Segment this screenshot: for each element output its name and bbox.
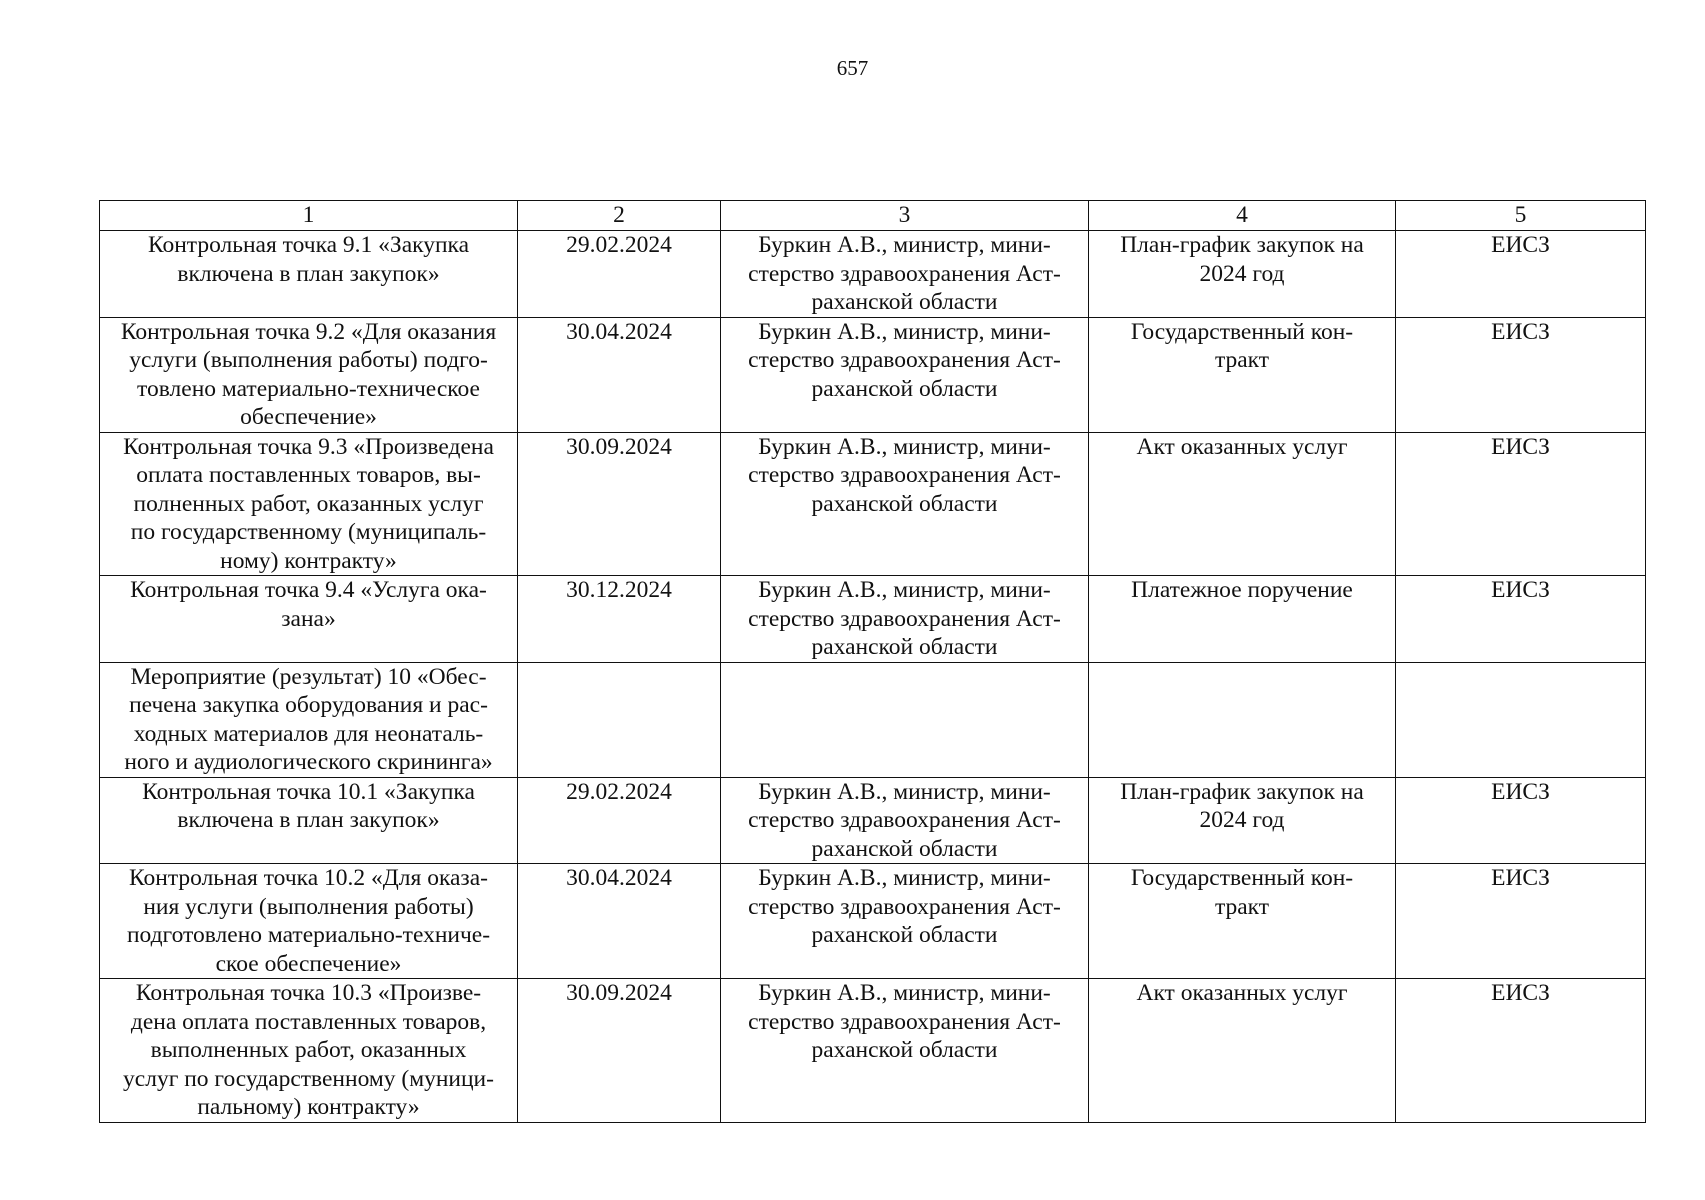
event-name: Мероприятие (результат) 10 «Обес- печена закупка оборудования и рас- ходных материалов для неонаталь- ного и аудиологического скрининга»: [100, 662, 518, 777]
document-type: Государственный кон- тракт: [1089, 864, 1396, 979]
document-type: [1089, 662, 1396, 777]
header-col-4: 4: [1089, 201, 1396, 231]
responsible-person: Буркин А.В., министр, мини- стерство здравоохранения Аст- раханской области: [721, 231, 1089, 318]
page-number: 657: [836, 56, 869, 80]
due-date: 29.02.2024: [518, 231, 721, 318]
information-system: ЕИСЗ: [1396, 576, 1646, 663]
table-row: [100, 317, 1646, 432]
information-system: ЕИСЗ: [1396, 432, 1646, 576]
information-system: ЕИСЗ: [1396, 864, 1646, 979]
document-type: Платежное поручение: [1089, 576, 1396, 663]
document-type: Акт оказанных услуг: [1089, 979, 1396, 1123]
responsible-person: Буркин А.В., министр, мини- стерство здравоохранения Аст- раханской области: [721, 864, 1089, 979]
header-col-5: 5: [1396, 201, 1646, 231]
table-row: [100, 777, 1646, 864]
due-date: 30.12.2024: [518, 576, 721, 663]
due-date: 30.09.2024: [518, 979, 721, 1123]
control-point-name: Контрольная точка 9.1 «Закупка включена в план закупок»: [100, 231, 518, 318]
information-system: ЕИСЗ: [1396, 979, 1646, 1123]
table-row: [100, 662, 1646, 777]
information-system: [1396, 662, 1646, 777]
table-row: [100, 979, 1646, 1123]
responsible-person: Буркин А.В., министр, мини- стерство здравоохранения Аст- раханской области: [721, 576, 1089, 663]
control-points-table: [99, 200, 1646, 1123]
header-col-3: 3: [721, 201, 1089, 231]
document-type: Акт оказанных услуг: [1089, 432, 1396, 576]
due-date: [518, 662, 721, 777]
responsible-person: Буркин А.В., министр, мини- стерство здравоохранения Аст- раханской области: [721, 432, 1089, 576]
responsible-person: Буркин А.В., министр, мини- стерство здравоохранения Аст- раханской области: [721, 317, 1089, 432]
information-system: ЕИСЗ: [1396, 317, 1646, 432]
control-point-name: Контрольная точка 9.2 «Для оказания услуги (выполнения работы) подго- товлено материально-техническое обеспечение»: [100, 317, 518, 432]
due-date: 29.02.2024: [518, 777, 721, 864]
table-row: [100, 576, 1646, 663]
control-point-name: Контрольная точка 10.3 «Произве- дена оплата поставленных товаров, выполненных работ, оказанных услуг по государственному (муници- пальному) контракту»: [100, 979, 518, 1123]
table-header-row: [100, 201, 1646, 231]
responsible-person: [721, 662, 1089, 777]
header-col-1: 1: [100, 201, 518, 231]
information-system: ЕИСЗ: [1396, 777, 1646, 864]
control-point-name: Контрольная точка 9.4 «Услуга ока- зана»: [100, 576, 518, 663]
due-date: 30.04.2024: [518, 864, 721, 979]
header-col-2: 2: [518, 201, 721, 231]
information-system: ЕИСЗ: [1396, 231, 1646, 318]
document-type: План-график закупок на 2024 год: [1089, 777, 1396, 864]
responsible-person: Буркин А.В., министр, мини- стерство здравоохранения Аст- раханской области: [721, 777, 1089, 864]
document-type: Государственный кон- тракт: [1089, 317, 1396, 432]
control-point-name: Контрольная точка 10.1 «Закупка включена в план закупок»: [100, 777, 518, 864]
table-row: [100, 432, 1646, 576]
table-row: [100, 864, 1646, 979]
due-date: 30.04.2024: [518, 317, 721, 432]
due-date: 30.09.2024: [518, 432, 721, 576]
table-row: [100, 231, 1646, 318]
control-point-name: Контрольная точка 10.2 «Для оказа- ния услуги (выполнения работы) подготовлено материально-техниче- ское обеспечение»: [100, 864, 518, 979]
document-type: План-график закупок на 2024 год: [1089, 231, 1396, 318]
responsible-person: Буркин А.В., министр, мини- стерство здравоохранения Аст- раханской области: [721, 979, 1089, 1123]
control-point-name: Контрольная точка 9.3 «Произведена оплата поставленных товаров, вы- полненных работ, оказанных услуг по государственному (муниципаль- ному) контракту»: [100, 432, 518, 576]
